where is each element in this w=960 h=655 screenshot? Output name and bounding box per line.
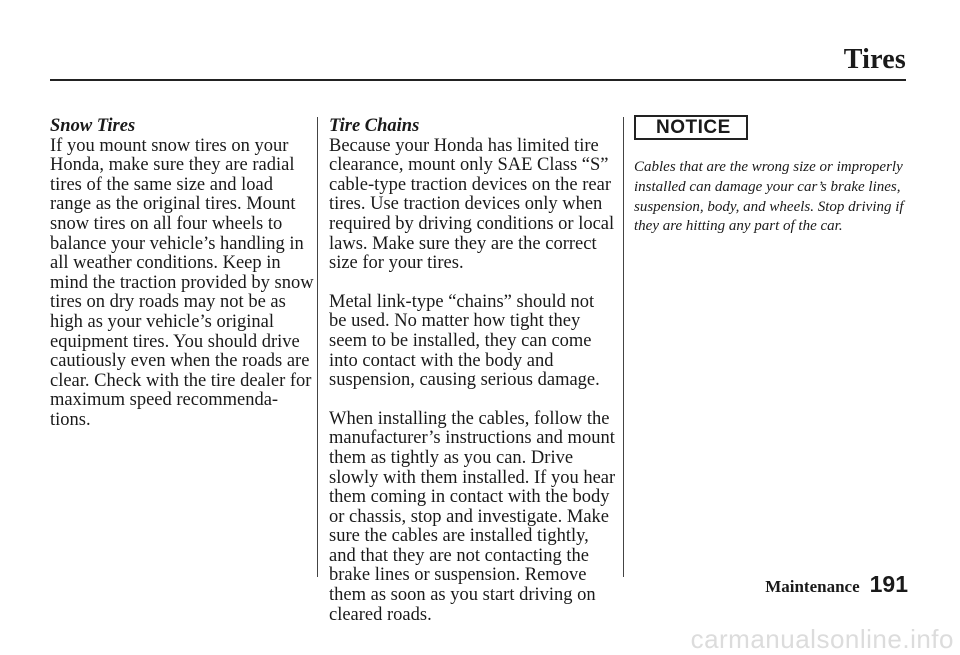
- footer-section-name: Maintenance: [765, 577, 860, 596]
- notice-label: NOTICE: [656, 116, 731, 138]
- page-footer: [765, 571, 908, 598]
- tire-chains-paragraph-2: Metal link-type “chains” should not be used. No matter how tight they seem to be installed, they can come into contact with the body and suspension, causing serious damage.: [329, 291, 600, 391]
- tire-chains-heading: Tire Chains: [329, 116, 420, 136]
- column-divider-left: [317, 117, 318, 577]
- snow-tires-body: If you mount snow tires on your Honda, make sure they are radial tires of the same size and load range as the original tires. Mount snow tires on all four wheels to balance your vehicle’s handling in all weather conditions. Keep in mind the traction provided by snow tires on dry roads may not be as high as your vehicle’s original equipment tires. You should drive cautiously even when the roads are clear. Check with the tire dealer for maximum speed recommenda-tions.: [50, 135, 314, 430]
- page-title: Tires: [843, 44, 906, 75]
- tire-chains-paragraph-1: Because your Honda has limited tire clearance, mount only SAE Class “S” cable-type traction devices on the rear tires. Use traction devices only when required by driving conditions or local laws. Make sure they are the correct size for your tires.: [329, 135, 615, 274]
- notice-text: Cables that are the wrong size or improperly installed can damage your car’s brake lines, suspension, body, and wheels. Stop driving if they are hitting any part of the car.: [634, 159, 904, 235]
- page-number: 191: [869, 571, 908, 597]
- header-rule: [50, 79, 906, 81]
- column-divider-right: [623, 117, 624, 577]
- snow-tires-section: [50, 117, 318, 431]
- notice-label-box: [634, 115, 748, 140]
- tire-chains-paragraph-3: When installing the cables, follow the manufacturer’s instructions and mount them as tightly as you can. Drive slowly with them installed. If you hear them coming in contact with the body or chassis, stop and investigate. Make sure the cables are installed tightly, and that they are not contacting the brake lines or suspension. Remove them as soon as you start driving on cleared roads.: [329, 408, 616, 625]
- tire-chains-section: [329, 117, 616, 625]
- snow-tires-heading: Snow Tires: [50, 116, 136, 136]
- watermark: carmanualsonline.info: [690, 624, 954, 654]
